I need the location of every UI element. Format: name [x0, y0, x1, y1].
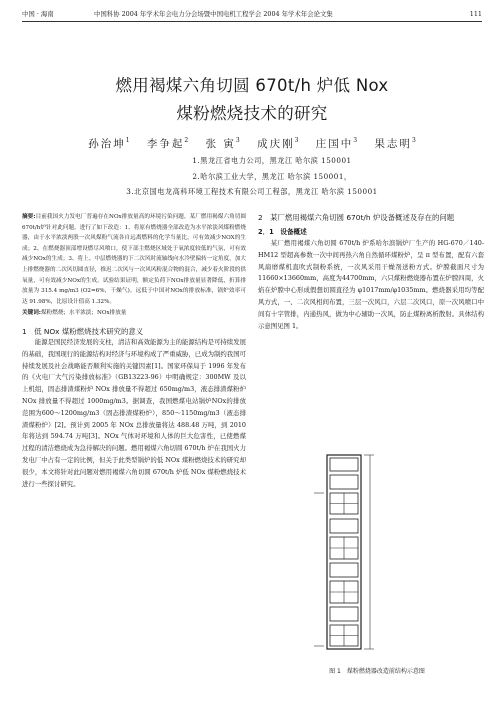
- primary-air-crosses: [330, 493, 358, 646]
- left-column: [22, 212, 246, 490]
- author: 张 寅$^3$: [205, 137, 240, 150]
- keywords-label: 关键词:: [22, 310, 42, 317]
- figure-caption: 图 1 煤粉燃烧器改造前结构示意图: [329, 668, 425, 675]
- section-2-1-heading: 2．1 设备概述: [258, 228, 307, 236]
- section-2-heading: 2 某厂燃用褐煤六角切圆 670t/h 炉设备概述及存在的问题: [258, 213, 455, 222]
- abstract-text: 目前我国火力发电厂普遍存在NOx排放量高的环境污染问题。某厂燃用褐煤六角切圆 670t/h炉针对此问题，进行了如下改造：1、将原有燃烧器全部改造为水平浓淡风煤粉燃烧器，由于水平浓淡两股一次风煤粉气流各自远离燃料的化学当量比，可有效减少NOX的生成；2、在燃烧器顶部增设燃尽风喷口，使下部主燃烧区域处于氧浓度较低的气氛，可有效减少NOx的生成；3、将上、中层燃烧器的下二次风时流轴线向水冷壁偏转一定角度，加大上排燃烧器的二次风切圆直径，推迟二次风与一次风风粉混合物的混合，减少着火阶段的供氧量，可有效减少NOx的生成。试验结果证明，额定负荷下NOx排放量显著降低，折算排放量为 315.4 mg/m3 (O2=6%，干燥气)。远低于中国对NOx的排放标准，锅炉效率可达 91.98%，比原设计值高 1.32%。: [22, 214, 246, 305]
- header-proceedings: 中国科协 2004 年学术年会电力分会场暨中国电机工程学会 2004 年学术年会论文集: [94, 10, 333, 18]
- header-location: 中国 · 海南: [22, 10, 54, 18]
- keywords: [22, 308, 246, 319]
- affiliation-1: 1.黑龙江省电力公司，黑龙江 哈尔滨 150001: [192, 156, 352, 165]
- section-2-1-paragraph: 某厂燃用褐煤六角切圆 670t/h 炉系哈尔滨锅炉厂生产的 HG-670／140-HM12 型超高参数一次中间再热六角自然循环煤粉炉，呈 π 型布置，配有六套风扇磨煤机直吹式制粉系统，一次风采用干燥剂送粉方式。炉膛截面尺寸为 11660×13660mm，高度为44700mm，六只煤粉燃烧器布置在炉膛四周，火焰在炉膛中心形成假想切圆直径为 φ1017mm/φ1035mm。燃烧器采用均等配风方式，一、二次风相间布置，三层一次风口，六层二次风口，原一次风喷口中间有十字管排，内通热风，做为中心辅助一次风，防止煤粉离析散射。具体结构示意图见图 1。: [258, 239, 484, 330]
- affiliation-3: 3.北京国电龙高科环境工程技术有限公司工程部，黑龙江 哈尔滨 150001: [126, 187, 378, 196]
- author: 李争起$^2$: [146, 137, 189, 150]
- section-1-heading: 1 低 NOx 煤粉燃烧技术研究的意义: [22, 326, 144, 336]
- author: 庄国中$^3$: [315, 137, 358, 150]
- paper-title-line1: 燃用褐煤六角切圆 670t/h 炉低 Nox: [115, 76, 389, 95]
- affiliation-2: 2.哈尔滨工业大学，黑龙江 哈尔滨 150001，: [192, 172, 352, 181]
- abstract: [22, 212, 246, 307]
- author-list: [0, 134, 504, 151]
- page-number: 111: [469, 10, 482, 18]
- paper-title-line2: 煤粉燃烧技术的研究: [176, 104, 328, 123]
- running-header: [22, 8, 482, 22]
- author: 成庆刚$^3$: [257, 137, 299, 150]
- abstract-label: 摘要:: [22, 214, 36, 220]
- right-column: [258, 212, 484, 332]
- author: 孙治坤$^1$: [88, 137, 130, 150]
- author: 果志明$^3$: [374, 137, 416, 150]
- keywords-text: 煤粉燃烧；水平浓淡；NOx排放量: [41, 310, 127, 317]
- section-1-paragraph: 能源是国民经济发展的支柱，清洁和高效能源为主的能源结构是可持续发展的基础，我国现行的能源结构对经济与环境构成了严重威胁，已成为制约我国可持续发展及社会战略能否顺利实施的关键因素[1]。国家环保局于 1996 年发布的《火电厂大气污染排放标准》（GB13223-96）中明确规定：300MW 及以上机组，固态排渣煤粉炉 NOx 排放量不得超过 650mg/m3，液态排渣煤粉炉 NOx 排放量不得超过 1000mg/m3。据调查，我国燃煤电站锅炉NOx的排放范围为600～1200mg/m3（固态排渣煤粉炉），850～1150mg/m3（液态排渣煤粉炉）[2]。预计到 2005 年 NOx 总排放量将达 488.48 万吨，到 2010 年将达到 594.74 万吨[3]。NOx 气体对环境和人体的巨大危害性，已使燃煤过程的清洁燃烧成为急待解决的问题。燃用褐煤六角切圆 670t/h 炉在我国火力发电厂中占有一定的比例，但关于此类型锅炉的低 NOx 煤粉燃烧技术的研究却很少，本文将针对此问题对燃用褐煤六角切圆 670t/h 炉低 NOx 煤粉燃烧技术进行一些探讨研究。: [22, 337, 246, 488]
- burner-structure-diagram: [270, 453, 484, 653]
